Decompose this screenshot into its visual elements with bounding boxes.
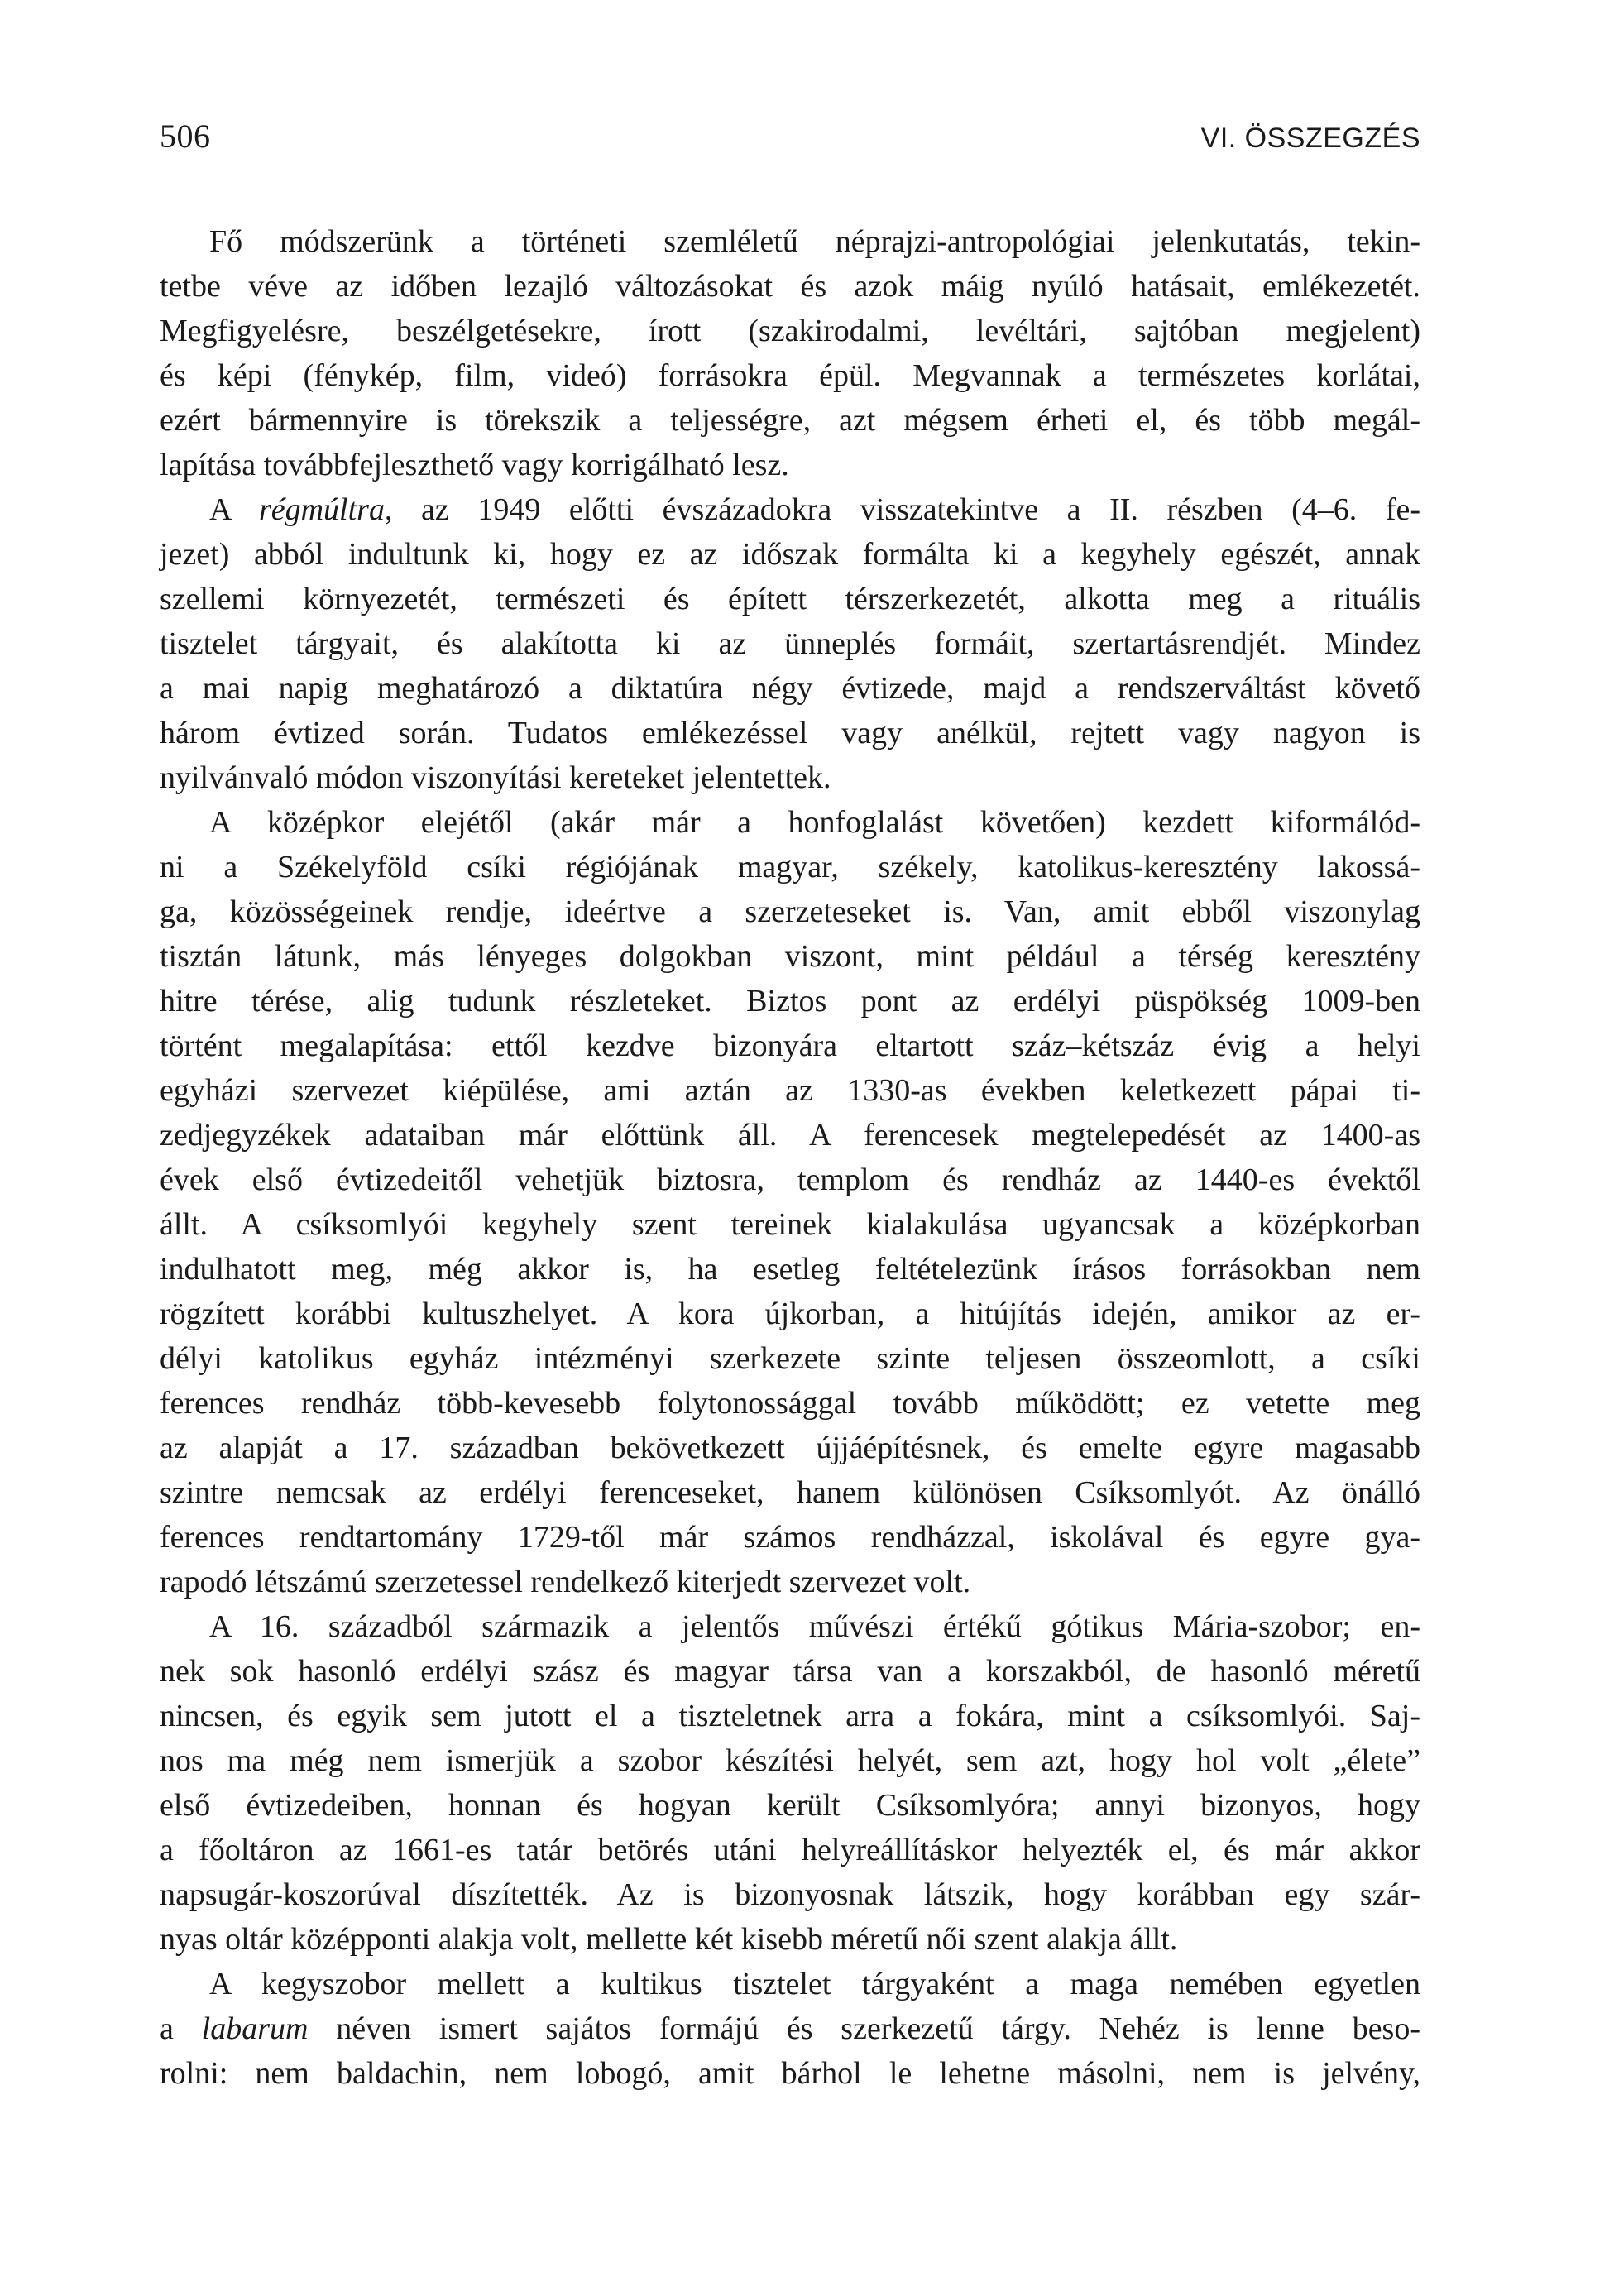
text-segment: ga, közösségeinek rendje, ideértve a szerzeteseket is. Van, amit ebből viszonylag	[160, 894, 1420, 929]
text-segment: napsugár-koszorúval díszítették. Az is bizonyosnak látszik, hogy korábban egy szár-	[160, 1877, 1420, 1912]
text-segment: nyas oltár középponti alakja volt, mellette két kisebb méretű női szent alakja állt.	[160, 1922, 1178, 1957]
text-line	[160, 1202, 1420, 1247]
text-segment: ni a Székelyföld csíki régiójának magyar, székely, katolikus-keresztény lakossá-	[160, 850, 1420, 884]
text-line	[160, 2006, 1420, 2051]
text-segment: történt megalapítása: ettől kezdve bizonyára eltartott száz–kétszáz évig a helyi	[160, 1028, 1420, 1063]
text-line	[160, 1783, 1420, 1828]
text-line	[160, 845, 1420, 889]
text-segment: tisztán látunk, más lényeges dolgokban viszont, mint például a térség keresztény	[160, 939, 1420, 974]
text-line	[160, 1917, 1420, 1962]
text-segment: tetbe véve az időben lezajló változásokat és azok máig nyúló hatásait, emlékezetét.	[160, 269, 1420, 304]
text-segment: rögzített korábbi kultuszhelyet. A kora újkorban, a hitújítás idején, amikor az er-	[160, 1297, 1420, 1331]
text-line	[160, 1023, 1420, 1068]
text-line	[160, 1068, 1420, 1113]
text-segment: ferences rendtartomány 1729-től már számos rendházzal, iskolával és egyre gya-	[160, 1520, 1420, 1555]
text-line	[160, 621, 1420, 666]
text-line	[160, 443, 1420, 487]
text-segment: nincsen, és egyik sem jutott el a tiszteletnek arra a fokára, mint a csíksomlyói. Saj-	[160, 1699, 1420, 1733]
text-line	[160, 1694, 1420, 1738]
text-line	[160, 1604, 1420, 1649]
text-segment: indulhatott meg, még akkor is, ha esetleg feltételezünk írásos forrásokban nem	[160, 1252, 1420, 1287]
text-line	[160, 1738, 1420, 1783]
text-segment: A	[209, 492, 259, 527]
text-line	[160, 934, 1420, 979]
page-header	[160, 117, 1420, 156]
text-segment: az alapját a 17. században bekövetkezett újjáépítésnek, és emelte egyre magasabb	[160, 1431, 1420, 1465]
text-segment: A 16. századból származik a jelentős művészi értékű gótikus Mária-szobor; en-	[209, 1609, 1420, 1644]
text-line	[160, 1470, 1420, 1515]
text-segment: szellemi környezetét, természeti és épített térszerkezetét, alkotta meg a rituális	[160, 582, 1420, 616]
text-segment: nyilvánvaló módon viszonyítási kereteket jelentettek.	[160, 760, 831, 795]
text-line	[160, 800, 1420, 845]
text-line	[160, 1515, 1420, 1560]
text-segment: évek első évtizedeitől vehetjük biztosra, templom és rendház az 1440-es évektől	[160, 1162, 1420, 1197]
text-segment: délyi katolikus egyház intézményi szerkezete szinte teljesen összeomlott, a csíki	[160, 1341, 1420, 1376]
text-line	[160, 1560, 1420, 1604]
text-segment: Megfigyelésre, beszélgetésekre, írott (szakirodalmi, levéltári, sajtóban megjelent)	[160, 314, 1420, 348]
text-line	[160, 1649, 1420, 1694]
text-line	[160, 711, 1420, 755]
text-segment: lapítása továbbfejleszthető vagy korrigálható lesz.	[160, 448, 789, 482]
text-segment: jezet) abból indultunk ki, hogy ez az időszak formálta ki a kegyhely egészét, annak	[160, 537, 1420, 572]
text-line	[160, 264, 1420, 309]
text-line	[160, 1158, 1420, 1202]
italic-term: régmúltra	[258, 492, 385, 527]
text-segment: A kegyszobor mellett a kultikus tisztelet tárgyaként a maga nemében egyetlen	[209, 1967, 1420, 2001]
text-segment: nek sok hasonló erdélyi szász és magyar társa van a korszakból, de hasonló méretű	[160, 1654, 1420, 1689]
text-line	[160, 755, 1420, 800]
text-segment: a mai napig meghatározó a diktatúra négy évtizede, majd a rendszerváltást követő	[160, 671, 1420, 706]
text-segment: és képi (fénykép, film, videó) forrásokra épül. Megvannak a természetes korlátai,	[160, 358, 1420, 393]
text-line	[160, 889, 1420, 934]
text-line	[160, 309, 1420, 353]
text-line	[160, 1962, 1420, 2006]
text-segment: A középkor elejétől (akár már a honfoglalást követően) kezdett kiformálód-	[209, 805, 1420, 840]
text-line	[160, 1828, 1420, 1872]
text-segment: állt. A csíksomlyói kegyhely szent tereinek kialakulása ugyancsak a középkorban	[160, 1207, 1420, 1242]
text-segment: néven ismert sajátos formájú és szerkezetű tárgy. Nehéz is lenne beso-	[308, 2011, 1420, 2046]
text-segment: három évtized során. Tudatos emlékezéssel vagy anélkül, rejtett vagy nagyon is	[160, 716, 1420, 750]
text-segment: egyházi szervezet kiépülése, ami aztán az 1330-as években keletkezett pápai ti-	[160, 1073, 1420, 1108]
text-line	[160, 577, 1420, 621]
text-segment: első évtizedeiben, honnan és hogyan került Csíksomlyóra; annyi bizonyos, hogy	[160, 1788, 1420, 1823]
text-segment: tisztelet tárgyait, és alakította ki az ünneplés formáit, szertartásrendjét. Mindez	[160, 626, 1420, 661]
italic-term: labarum	[201, 2011, 309, 2046]
text-line	[160, 2051, 1420, 2096]
text-segment: ferences rendház több-kevesebb folytonossággal tovább működött; ez vetette meg	[160, 1386, 1420, 1421]
text-segment: Fő módszerünk a történeti szemléletű néprajzi-antropológiai jelenkutatás, tekin-	[209, 224, 1420, 259]
text-segment: a	[160, 2011, 202, 2046]
text-line	[160, 353, 1420, 398]
body-text	[160, 219, 1420, 2096]
text-line	[160, 1247, 1420, 1292]
running-header: VI. ÖSSZEGZÉS	[1200, 122, 1420, 154]
text-line	[160, 1336, 1420, 1381]
text-segment: , az 1949 előtti évszázadokra visszatekintve a II. részben (4–6. fe-	[384, 492, 1420, 527]
text-segment: ezért bármennyire is törekszik a teljességre, azt mégsem érheti el, és több megál-	[160, 403, 1420, 438]
text-line	[160, 1381, 1420, 1426]
text-segment: rapodó létszámú szerzetessel rendelkező kiterjedt szervezet volt.	[160, 1565, 971, 1599]
text-segment: nos ma még nem ismerjük a szobor készítési helyét, sem azt, hogy hol volt „élete”	[160, 1743, 1420, 1778]
text-segment: rolni: nem baldachin, nem lobogó, amit bárhol le lehetne másolni, nem is jelvény,	[160, 2056, 1420, 2091]
text-segment: zedjegyzékek adataiban már előttünk áll. A ferencesek megtelepedését az 1400-as	[160, 1118, 1420, 1153]
text-line	[160, 1426, 1420, 1470]
text-segment: hitre térése, alig tudunk részleteket. Biztos pont az erdélyi püspökség 1009-ben	[160, 984, 1420, 1019]
text-line	[160, 532, 1420, 577]
text-line	[160, 666, 1420, 711]
text-line	[160, 1872, 1420, 1917]
page-number: 506	[160, 117, 211, 155]
text-line	[160, 487, 1420, 532]
text-line	[160, 1113, 1420, 1158]
text-line	[160, 219, 1420, 264]
text-segment: szintre nemcsak az erdélyi ferenceseket, hanem különösen Csíksomlyót. Az önálló	[160, 1475, 1420, 1510]
text-line	[160, 398, 1420, 443]
text-line	[160, 979, 1420, 1023]
text-segment: a főoltáron az 1661-es tatár betörés utáni helyreállításkor helyezték el, és már akkor	[160, 1833, 1420, 1867]
text-line	[160, 1292, 1420, 1336]
